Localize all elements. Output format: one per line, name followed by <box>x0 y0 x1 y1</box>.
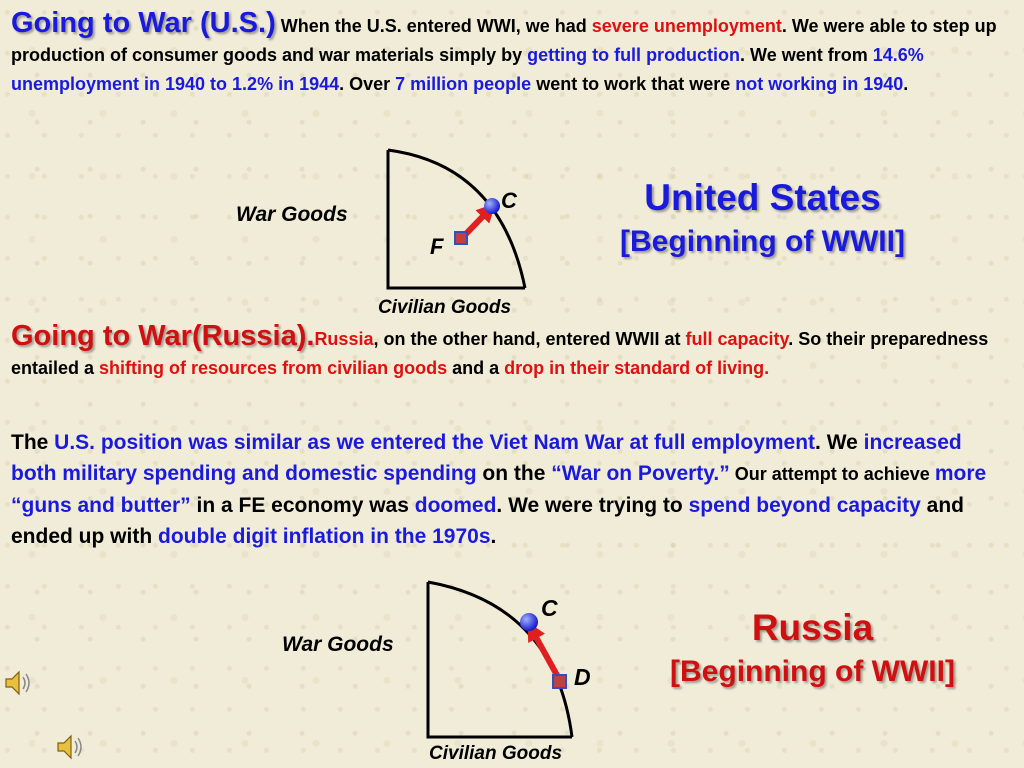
russia-heading: Going to War(Russia). <box>11 320 315 352</box>
speaker-icon[interactable] <box>54 731 86 763</box>
speaker-icon[interactable] <box>2 667 34 699</box>
us-y-axis-label: War Goods <box>236 203 348 226</box>
us-point-f <box>455 232 467 244</box>
russia-axes <box>428 582 572 737</box>
us-paragraph: Going to War (U.S.) When the U.S. entered WWI, we had severe unemployment. We were able to step up production of consumer goods and war materials simply by getting to full production. We went from 14.6% unemployment in 1940 to 1.2% in 1944. Over 7 million people went to work that were not working in 1940. <box>11 7 997 94</box>
russia-x-axis-label: Civilian Goods <box>429 743 563 764</box>
us-ppf-curve <box>388 150 525 288</box>
us-heading: Going to War (U.S.) <box>11 7 276 39</box>
russia-diagram-title: Russia [Beginning of WWII] <box>670 607 955 688</box>
vietnam-paragraph: The U.S. position was similar as we entered the Viet Nam War at full employment. We increased both military spending and domestic spending on the “War on Poverty.” Our attempt to achieve more “guns and butter” in a FE economy was doomed. We were trying to spend beyond capacity and ended up with double digit inflation in the 1970s. <box>11 431 987 548</box>
us-x-axis-label: Civilian Goods <box>378 297 512 318</box>
russia-ppf-curve <box>428 582 572 737</box>
russia-point-c <box>520 613 538 631</box>
russia-point-d-label: D <box>574 664 591 690</box>
russia-point-d <box>553 675 566 688</box>
us-axes <box>388 150 525 288</box>
us-point-c <box>484 198 500 214</box>
us-ppf-diagram <box>236 150 525 318</box>
us-shift-arrow <box>462 210 489 238</box>
russia-ppf-diagram <box>282 582 591 764</box>
us-diagram-title: United States [Beginning of WWII] <box>620 177 905 258</box>
us-point-f-label: F <box>430 234 444 259</box>
us-point-c-label: C <box>501 188 517 213</box>
russia-paragraph: Going to War(Russia).Russia, on the other hand, entered WWII at full capacity. So their preparedness entailed a shifting of resources from civilian goods and a drop in their standard of living. <box>11 320 989 378</box>
russia-point-c-label: C <box>541 595 558 621</box>
russia-y-axis-label: War Goods <box>282 633 394 656</box>
russia-shift-arrow <box>532 630 558 677</box>
